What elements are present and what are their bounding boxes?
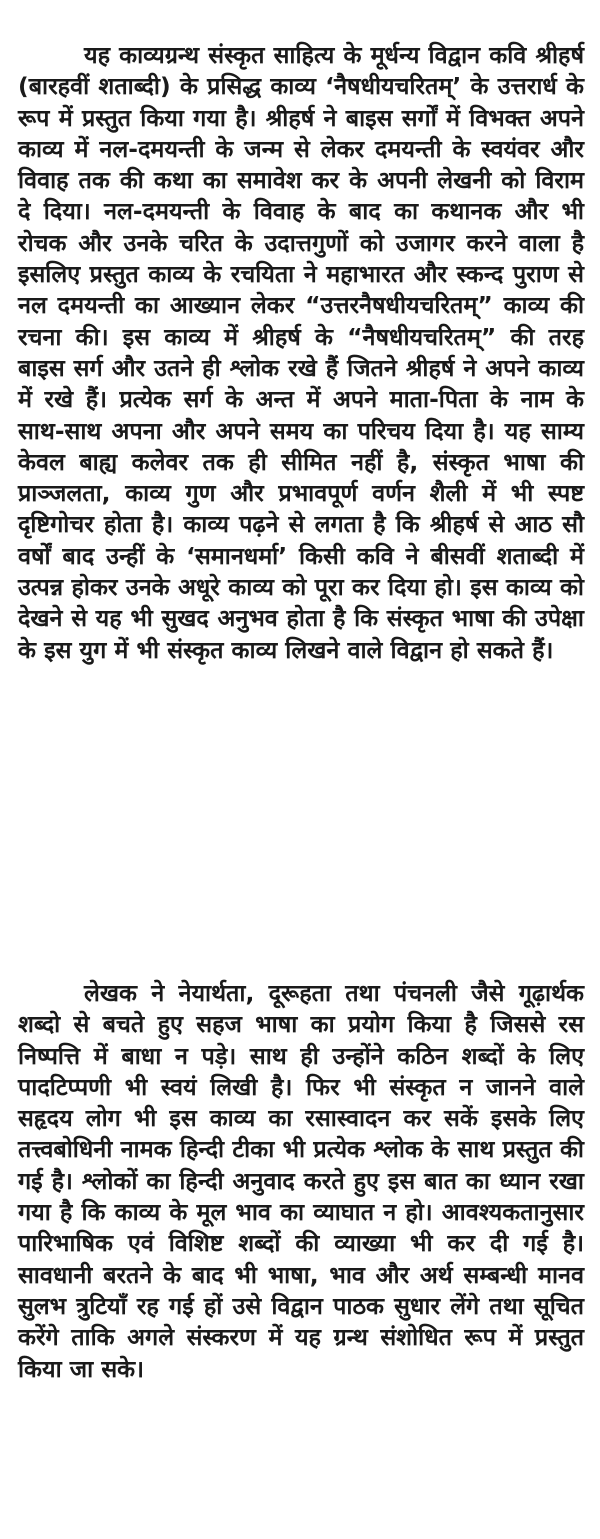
paragraph-1: यह काव्यग्रन्थ संस्कृत साहित्य के मूर्धन्य विद्वान कवि श्रीहर्ष (बारहवीं शताब्दी) के प्रसिद्ध काव्य ‘नैषधीयचरितम्’ के उत्तरार्ध के रूप में प्रस्तुत किया गया है। श्रीहर्ष ने बाइस सर्गों में विभक्त अपने काव्य में नल-दमयन्ती के जन्म से लेकर दमयन्ती के स्वयंवर और विवाह तक की कथा का समावेश कर के अपनी लेखनी को विराम दे दिया। नल-दमयन्ती के विवाह के बाद का कथानक और भी रोचक और उनके चरित के उदात्तगुणों को उजागर करने वाला है इसलिए प्रस्तुत काव्य के रचयिता ने महाभारत और स्कन्द पुराण से नल दमयन्ती का आख्यान लेकर “उत्तरनैषधीयचरितम्” काव्य की रचना की। इस काव्य में श्रीहर्ष के “नैषधीयचरितम्” की तरह बाइस सर्ग और उतने ही श्लोक रखे हैं जितने श्रीहर्ष ने अपने काव्य में रखे हैं। प्रत्येक सर्ग के अन्त में अपने माता-पिता के नाम के साथ-साथ अपना और अपने समय का परिचय दिया है। यह साम्य केवल बाह्य कलेवर तक ही सीमित नहीं है, संस्कृत भाषा की प्राञ्जलता, काव्य गुण और प्रभावपूर्ण वर्णन शैली में भी स्पष्ट दृष्टिगोचर होता है। काव्य पढ़ने से लगता है कि श्रीहर्ष से आठ सौ वर्षों बाद उन्हीं के ‘समानधर्मा’ किसी कवि ने बीसवीं शताब्दी में उत्पन्न होकर उनके अधूरे काव्य को पूरा कर दिया हो। इस काव्य को देखने से यह भी सुखद अनुभव होता है कि संस्कृत भाषा की उपेक्षा के इस युग में भी संस्कृत काव्य लिखने वाले विद्वान हो सकते हैं।: [18, 41, 584, 664]
paragraph-2: लेखक ने नेयार्थता, दूरूहता तथा पंचनली जैसे गूढ़ार्थक शब्दो से बचते हुए सहज भाषा का प्रयोग किया है जिससे रस निष्पत्ति में बाधा न पड़े। साथ ही उन्होंने कठिन शब्दों के लिए पादटिप्पणी भी स्वयं लिखी है। फिर भी संस्कृत न जानने वाले सहृदय लोग भी इस काव्य का रसास्वादन कर सकें इसके लिए तत्त्वबोधिनी नामक हिन्दी टीका भी प्रत्येक श्लोक के साथ प्रस्तुत की गई है। श्लोकों का हिन्दी अनुवाद करते हुए इस बात का ध्यान रखा गया है कि काव्य के मूल भाव का व्याघात न हो। आवश्यकतानुसार पारिभाषिक एवं विशिष्ट शब्दों की व्याख्या भी कर दी गई है। सावधानी बरतने के बाद भी भाषा, भाव और अर्थ सम्बन्धी मानव सुलभ त्रुटियाँ रह गई हों उसे विद्वान पाठक सुधार लेंगे तथा सूचित करेंगे ताकि अगले संस्करण में यह ग्रन्थ संशोधित रूप में प्रस्तुत किया जा सके।: [18, 979, 584, 1383]
